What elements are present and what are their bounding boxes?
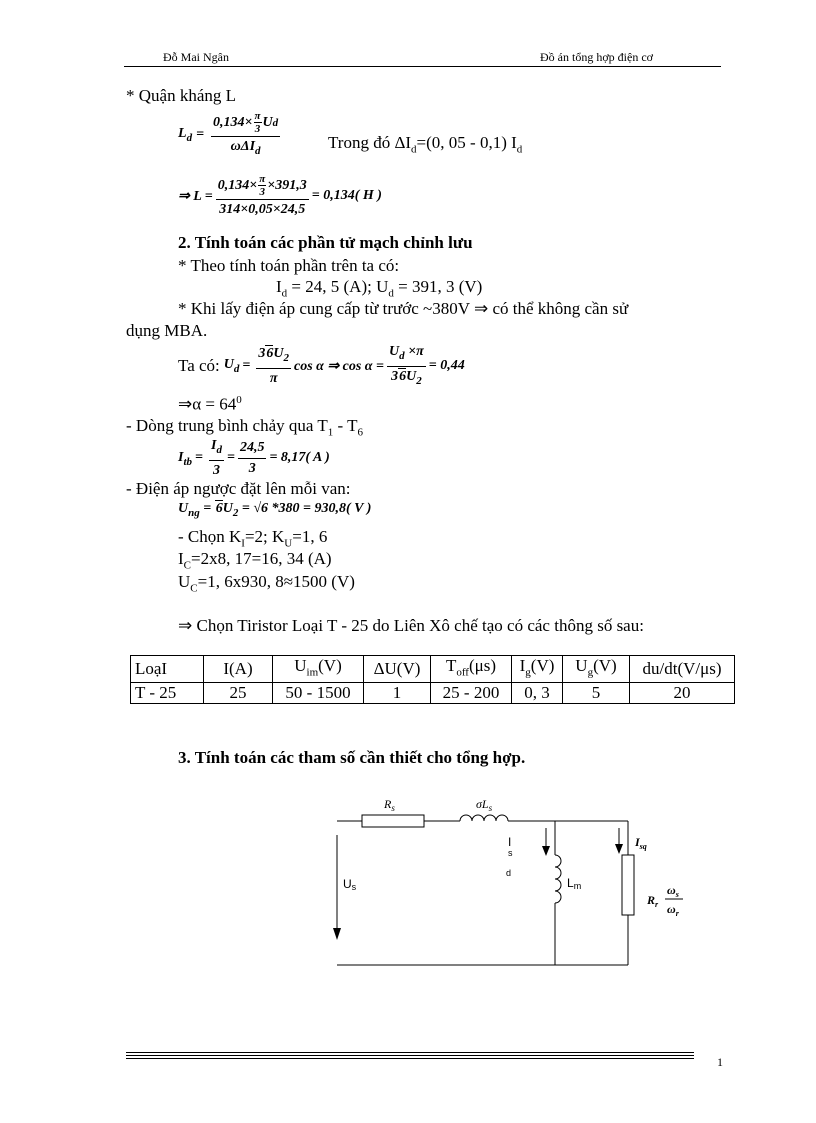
section3-heading: 3. Tính toán các tham số cần thiết cho tổng hợp. xyxy=(178,748,526,767)
label-isd-s: s xyxy=(508,848,513,858)
us-arrow-head xyxy=(333,928,341,940)
svg-text:ωr: $\omega_r$ xyxy=(667,902,679,918)
supply-line-2: dụng MBA. xyxy=(126,321,208,340)
reverse-voltage-label: - Điện áp ngược đặt lên mỗi van: xyxy=(126,479,351,498)
alpha-result: ⇒α = $64^0$ xyxy=(178,394,242,414)
table-cell: 1 xyxy=(364,683,431,704)
footer-rule-3 xyxy=(126,1058,694,1059)
header-author: Đỗ Mai Ngân xyxy=(163,50,229,64)
id-ud-values: $I_d = 24$, 5 (A); $U_d = 391$, 3 (V) xyxy=(276,277,483,300)
svg-text:Lm: Lm xyxy=(567,876,582,891)
svg-text:Isq: $I_{sq}$ xyxy=(635,835,647,851)
inductance-heading: * Quận kháng L xyxy=(126,86,237,105)
header-project: Đồ án tổng hợp điện cơ xyxy=(540,50,654,64)
reverse-voltage-formula: $U_{ng} = 6U_2 = √6$ *380 = 930,8( V ) xyxy=(178,501,372,519)
inductance-formula: $L_d$ = 0,134× $\frac{\pi}{3}$ U d ωΔI$_d$ xyxy=(178,110,279,157)
inductor-lm xyxy=(555,855,561,903)
table-header-row xyxy=(131,656,735,683)
table-header-cell: I(A) xyxy=(204,656,273,683)
table-header-cell: du/dt(V/μs) xyxy=(630,656,735,683)
table-header-cell: $T_{off}(\mu s)$ xyxy=(431,656,512,683)
table-cell: 50 - 1500 xyxy=(273,683,364,704)
page-number: 1 xyxy=(717,1055,723,1069)
svg-text:σLs: $\sigma L_s$ xyxy=(476,797,493,813)
footer-rule-2 xyxy=(126,1055,694,1056)
choose-thyristor: ⇒ Chọn Tiristor Loại T - 25 do Liên Xô chế tạo có các thông số sau: xyxy=(178,616,644,635)
formula-lhs: $L_d$ xyxy=(178,126,193,144)
svg-text:Rr: $R_r$ xyxy=(647,893,659,909)
table-header-cell: $U_g(V)$ xyxy=(563,656,630,683)
choose-k: - Chọn $K_I=2$; $K_U=1$, 6 xyxy=(178,527,328,550)
header-rule xyxy=(124,66,721,67)
table-header-cell: $U_{im}(V)$ xyxy=(273,656,364,683)
label-isq: I xyxy=(635,835,640,849)
uc-value: $U_C=1$, 6x930, 8≈1500 (V) xyxy=(178,572,355,595)
ic-value: $I_C=2x8$, 17=16, 34 (A) xyxy=(178,549,332,572)
thyristor-spec-table xyxy=(130,655,735,704)
rectifier-intro: * Theo tính toán phần trên ta có: xyxy=(178,256,400,275)
table-cell: 0, 3 xyxy=(512,683,563,704)
svg-text:Us: Us xyxy=(343,877,357,892)
label-omega-r: ω xyxy=(667,902,676,916)
table-header-cell: LoạI xyxy=(131,656,204,683)
svg-text:Rs: $R_s$ xyxy=(384,797,395,813)
equivalent-circuit xyxy=(320,780,720,980)
rectifier-heading: 2. Tính toán các phần tử mạch chỉnh lưu xyxy=(178,233,473,252)
table-cell: 20 xyxy=(630,683,735,704)
table-cell: 25 xyxy=(204,683,273,704)
svg-text:ωs: $\omega_s$ xyxy=(667,883,679,899)
label-rr: R xyxy=(647,893,656,907)
avg-current-label: - Dòng trung bình chảy qua $T_1 - T_6$ xyxy=(126,416,364,439)
inductance-calc: ⇒ L = 0,134× $\frac{\pi}{3}$ ×391,3 314×0,05×24,5 = 0,134( H ) xyxy=(178,173,382,217)
label-rs: R xyxy=(384,797,392,811)
table-header-cell: ΔU(V) xyxy=(364,656,431,683)
table-header-cell: $I_g(V)$ xyxy=(512,656,563,683)
label-isd-d: d xyxy=(506,868,512,878)
resistor-rr xyxy=(622,855,634,915)
isq-arrow-head xyxy=(615,844,623,854)
table-cell: 5 xyxy=(563,683,630,704)
footer-rule-1 xyxy=(126,1052,694,1053)
avg-current-formula: $I_{tb}$ = $\frac{I_d}{3}$ = $\frac{24,5}{3}$ = 8,17( A ) xyxy=(178,438,330,478)
label-lm: L xyxy=(567,876,574,890)
resistor-rs xyxy=(362,815,424,827)
label-omega-s: ω xyxy=(667,883,676,897)
label-isd-i: I xyxy=(508,835,512,849)
isd-arrow-head xyxy=(542,846,550,856)
table-cell: T - 25 xyxy=(131,683,204,704)
inductor-sigma-ls xyxy=(460,815,508,821)
supply-line-1: * Khi lấy điện áp cung cấp từ trước ~380V ⇒ có thể không cần sử xyxy=(178,299,629,318)
label-sigma-ls: σL xyxy=(476,797,489,811)
label-us: U xyxy=(343,877,352,891)
table-cell: 25 - 200 xyxy=(431,683,512,704)
cos-alpha-formula: Ta có: $U_d$ = $\frac{36U_2}{\pi}$ cos α ⇒ cos α = $\frac{U_d \times\pi}{36U_2}$ = 0,44 xyxy=(178,344,465,387)
table-row xyxy=(131,683,735,704)
inductance-note: Trong đó $\Delta I_d=(0$, 05 - 0,1) $I_d$ xyxy=(328,133,523,156)
